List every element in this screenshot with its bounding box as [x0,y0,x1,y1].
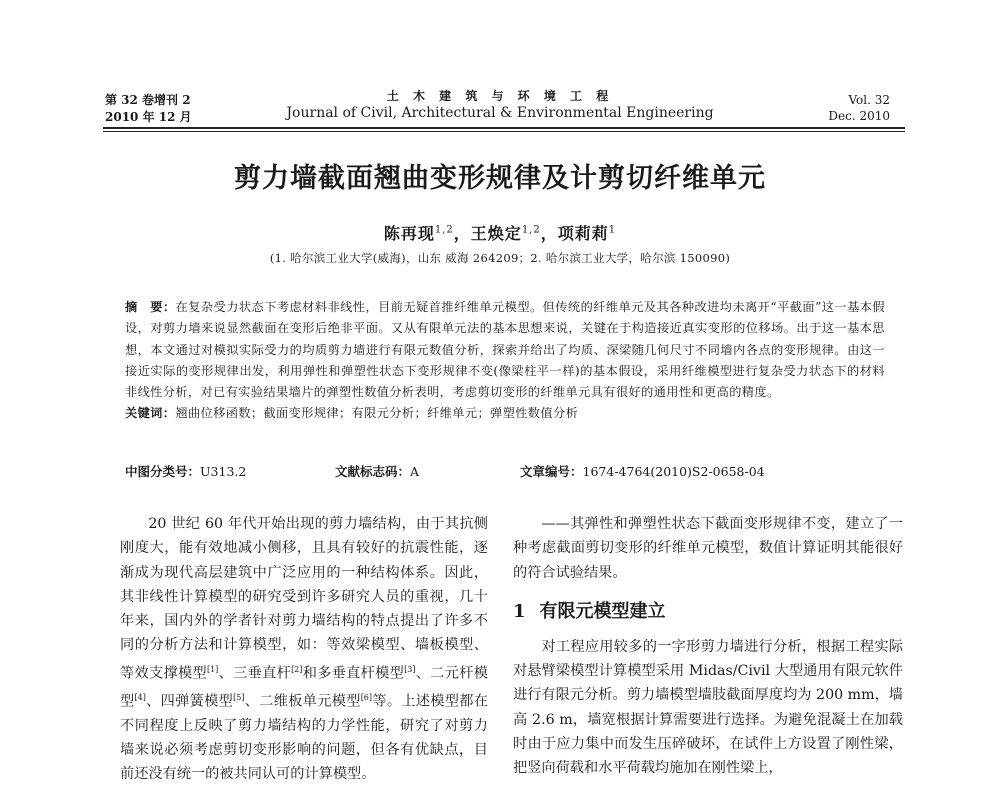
paragraph-text: 、三垂直杆 [218,665,292,682]
article-number-label: 文章编号： [520,464,583,479]
paragraph-text: 、四弹簧模型 [145,693,234,710]
issue-date-cn: 2010 年 12 月 [105,110,192,124]
paragraph-text: 20 世纪 60 年代开始出现的剪力墙结构，由于其抗侧刚度大，能有效地减小侧移，且具有较好的抗震性能，逐渐成为现代高层建筑中广泛应用的一种结构体系。因此，其非线性计算模型的研究受到许多研究人员的重视，几十年来，国内外的学者针对剪力墙结构的特点提出了许多不同的分析方法和计算模型，如：等效梁模型、墙板模型、等效支撑模型 [120,516,488,682]
abstract [125,297,885,403]
paragraph-text: 、二维板单元模型 [244,693,361,710]
document-code-value: A [410,464,420,479]
paragraph-text: 等。上述模型都在不同程度上反映了剪力墙结构的力学性能，研究了对剪力墙来说必须考虑剪切变形影响的问题，但各有优缺点，目前还没有统一的被共同认可的计算模型。 [120,693,488,783]
author-affiliation-mark: 1,2 [434,224,454,236]
author-name: 项莉莉 [557,224,609,243]
volume-en: Vol. 32 [848,93,890,107]
citation[interactable]: [3] [404,664,416,674]
citation[interactable]: [1] [206,664,219,674]
issue-date-en: Dec. 2010 [828,109,890,123]
author-name: 王焕定 [470,224,522,243]
keywords-label: 关键词： [125,406,176,421]
citation[interactable]: [5] [233,692,245,702]
journal-name-cn: 土 木 建 筑 与 环 境 工 程 [386,89,614,103]
section-heading [513,599,903,625]
classification-label: 中图分类号： [125,464,201,479]
article-number [520,462,765,480]
affiliations: (1. 哈尔滨工业大学(威海)，山东 威海 264209；2. 哈尔滨工业大学，哈尔滨 150090) [269,251,731,265]
author-list [0,221,1000,244]
article-number-value: 1674-4764(2010)S2-0658-04 [582,464,765,479]
body-paragraph: ——其弹性和弹塑性状态下截面变形规律不变，建立了一种考虑截面剪切变形的纤维单元模型，数值计算证明其能很好的符合试验结果。 [513,516,903,581]
body-paragraph: 对工程应用较多的一字形剪力墙进行分析，根据工程实际对悬臂梁模型计算模型采用 Midas/Civil 大型通用有限元软件进行有限元分析。剪力墙模型墙肢截面厚度均为 200 mm，墙高 2.6 m，墙宽根据计算需要进行选择。为避免混凝土在加载时由于应力集中而发生压碎破坏，在试件上方设置了刚性梁，把竖向荷载和水平荷载均施加在刚性梁上， [513,638,903,777]
citation[interactable]: [6] [360,692,373,702]
section-title: 有限元模型建立 [539,600,666,622]
header-right [828,92,890,124]
document-code-label: 文献标志码： [335,464,411,479]
citation[interactable]: [2] [291,664,303,674]
journal-name-en: Journal of Civil, Architectural & Environmental Engineering [286,105,714,121]
classification-number [125,462,246,480]
author-affiliation-mark: 1,2 [521,224,541,236]
paragraph-text: 和多垂直杆模型 [302,665,405,682]
header-rule-thick [103,127,905,129]
abstract-text: 在复杂受力状态下考虑材料非线性，目前无疑首推纤维单元模型。但传统的纤维单元及其各种改进均未离开“平截面”这一基本假设，对剪力墙来说显然截面在变形后绝非平面。又从有限单元法的基本思想来说，关键在于构造接近真实变形的位移场。出于这一基本思想，本文通过对模拟实际受力的均质剪力墙进行有限元数值分析，探索并给出了均质、深梁随几何尺寸不同墙内各点的变形规律。由这一接近实际的变形规律出发，利用弹性和弹塑性状态下变形规律不变(像梁柱平一样)的基本假设，采用纤维模型进行复杂受力状态下的材料非线性分析，对已有实验结果墙片的弹塑性数值分析表明，考虑剪切变形的纤维单元具有很好的通用性和更高的精度。 [125,300,885,400]
abstract-label: 摘 要： [125,300,176,314]
author-separator: ， [540,224,558,243]
body-column-right [513,512,903,781]
author-affiliation-mark: 1 [608,224,617,236]
paragraph-text: 、二元杆模型 [120,665,488,710]
paper-title: 剪力墙截面翘曲变形规律及计剪切纤维单元 [234,163,766,194]
author-name: 陈再现 [383,224,435,243]
author-separator: ， [453,224,471,243]
citation[interactable]: [4] [134,692,146,702]
body-column-left [120,512,488,787]
document-code [335,462,419,480]
body-paragraph [120,512,488,787]
volume-issue: 第 32 卷增刊 2 [105,93,191,107]
keywords-text: 翘曲位移函数；截面变形规律；有限元分析；纤维单元；弹塑性数值分析 [175,406,579,421]
header-rule-thin [103,131,905,132]
section-number: 1 [513,600,526,622]
keywords [125,403,885,424]
abstract-block [125,297,885,425]
classification-value: U313.2 [200,464,247,479]
